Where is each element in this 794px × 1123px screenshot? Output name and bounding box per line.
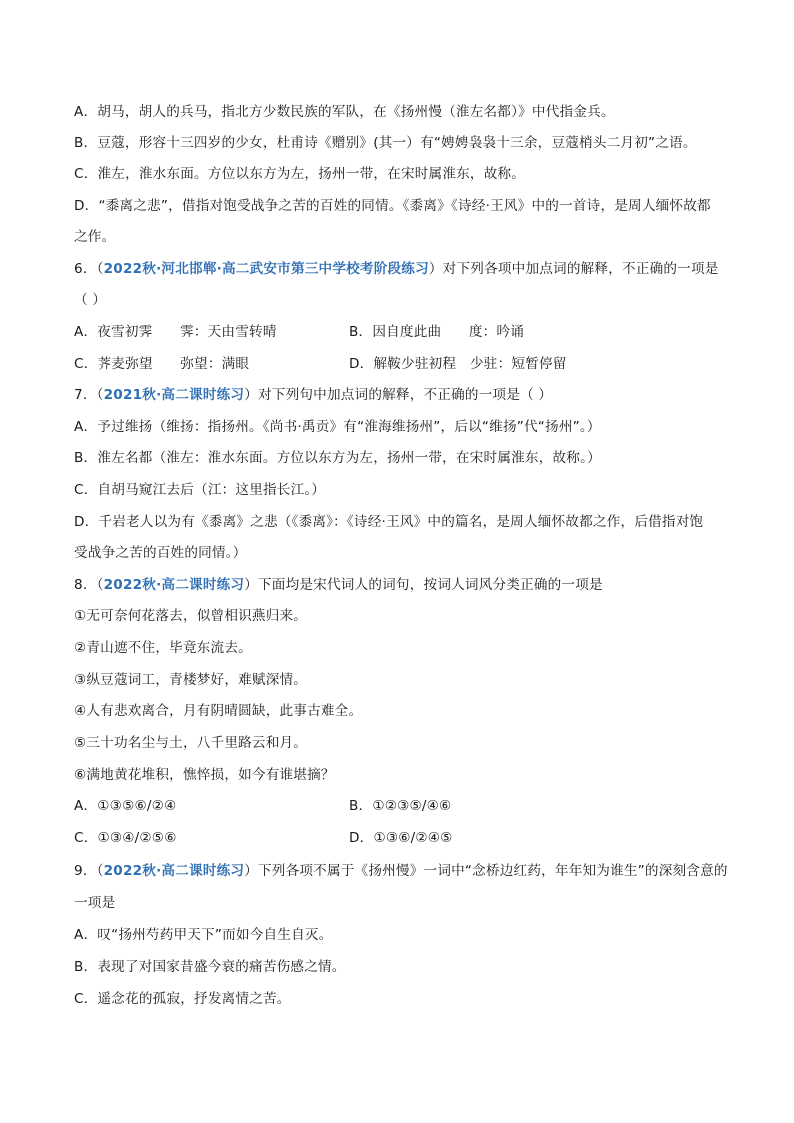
q8-option-c: C．①③④/②⑤⑥: [74, 830, 177, 846]
q8-item-5: ⑤三十功名尘与土，八千里路云和月。: [74, 735, 308, 751]
q9-stem: [74, 861, 734, 881]
q9-source: 2022秋·高二课时练习: [103, 863, 245, 879]
q7-option-b: B．淮左名都（淮左：淮水东面。方位以东方为左，扬州一带，在宋时属淮东，故称。）: [74, 450, 601, 466]
q6-answer-paren: （ ）: [74, 292, 107, 308]
q6-option-b: B．因自度此曲 度：吟诵: [349, 324, 525, 340]
q9-stem-line2: 一项是: [74, 895, 116, 911]
q8-options-row1: [74, 796, 734, 816]
q9-stem-text: ）下列各项不属于《扬州慢》一词中“念桥边红药，年年知为谁生”的深刻含意的: [244, 863, 728, 879]
q6-option-d: D．解鞍少驻初程 少驻：短暂停留: [349, 356, 567, 372]
q8-option-b: B．①②③⑤/④⑥: [349, 798, 452, 814]
q6-options-row2: [74, 354, 734, 374]
q5-option-d-line2: 之作。: [74, 229, 116, 245]
q9-number: 9．（: [74, 863, 104, 879]
q9-option-c: C．遥念花的孤寂，抒发离情之苦。: [74, 991, 291, 1007]
q8-item-6: ⑥满地黄花堆积，憔悴损，如今有谁堪摘？: [74, 767, 335, 783]
q5-option-d-line1: D．“黍离之悲”，借指对饱受战争之苦的百姓的同情。《黍离》《诗经·王风》中的一首诗，是周人缅怀故都: [74, 198, 711, 214]
q8-number: 8．（: [74, 577, 104, 593]
q7-option-a: A．予过维扬（维扬：指扬州。《尚书·禹贡》有“淮海维扬州”，后以“维扬”代“扬州”。）: [74, 419, 601, 435]
q6-number: 6．（: [74, 261, 104, 277]
q5-option-b: B．豆蔻，形容十三四岁的少女，杜甫诗《赠别》(其一）有“娉娉袅袅十三余，豆蔻梢头二月初”之语。: [74, 135, 697, 151]
q7-option-d-line1: D．千岩老人以为有《黍离》之悲（《黍离》：《诗经·王风》中的篇名，是周人缅怀故都之作，后借指对饱: [74, 514, 704, 530]
q7-number: 7．（: [74, 387, 104, 403]
q7-stem: [74, 385, 734, 405]
q8-source: 2022秋·高二课时练习: [103, 577, 245, 593]
q6-stem-text: ）对下列各项中加点词的解释，不正确的一项是: [428, 261, 719, 277]
q7-option-c: C．自胡马窥江去后（江：这里指长江。）: [74, 482, 326, 498]
q6-stem: [74, 259, 734, 279]
q8-stem-text: ）下面均是宋代词人的词句，按词人词风分类正确的一项是: [244, 577, 603, 593]
q6-option-a: A．夜雪初霁 霁：天由雪转晴: [74, 324, 277, 340]
q8-item-3: ③纵豆蔻词工，青楼梦好，难赋深情。: [74, 672, 308, 688]
q6-source: 2022秋·河北邯郸·高二武安市第三中学校考阶段练习: [103, 261, 429, 277]
q7-stem-text: ）对下列句中加点词的解释，不正确的一项是（ ）: [244, 387, 553, 403]
q6-options-row1: [74, 322, 734, 342]
q8-options-row2: [74, 828, 734, 848]
q5-option-c: C．淮左，淮水东面。方位以东方为左，扬州一带，在宋时属淮东，故称。: [74, 166, 526, 182]
q7-option-d-line2: 受战争之苦的百姓的同情。）: [74, 545, 247, 561]
q9-option-b: B．表现了对国家昔盛今衰的痛苦伤感之情。: [74, 959, 346, 975]
q9-option-a: A．叹“扬州芍药甲天下”而如今自生自灭。: [74, 927, 333, 943]
q7-source: 2021秋·高二课时练习: [103, 387, 245, 403]
q8-option-d: D．①③⑥/②④⑤: [349, 830, 453, 846]
q5-option-a: A．胡马，胡人的兵马，指北方少数民族的军队，在《扬州慢（淮左名都）》中代指金兵。: [74, 104, 615, 120]
q8-stem: [74, 575, 734, 595]
q6-option-c: C．荠麦弥望 弥望：满眼: [74, 356, 250, 372]
q8-item-1: ①无可奈何花落去，似曾相识燕归来。: [74, 608, 308, 624]
q8-item-2: ②青山遮不住，毕竟东流去。: [74, 640, 252, 656]
q8-item-4: ④人有悲欢离合，月有阴晴圆缺，此事古难全。: [74, 703, 363, 719]
q8-option-a: A．①③⑤⑥/②④: [74, 798, 177, 814]
